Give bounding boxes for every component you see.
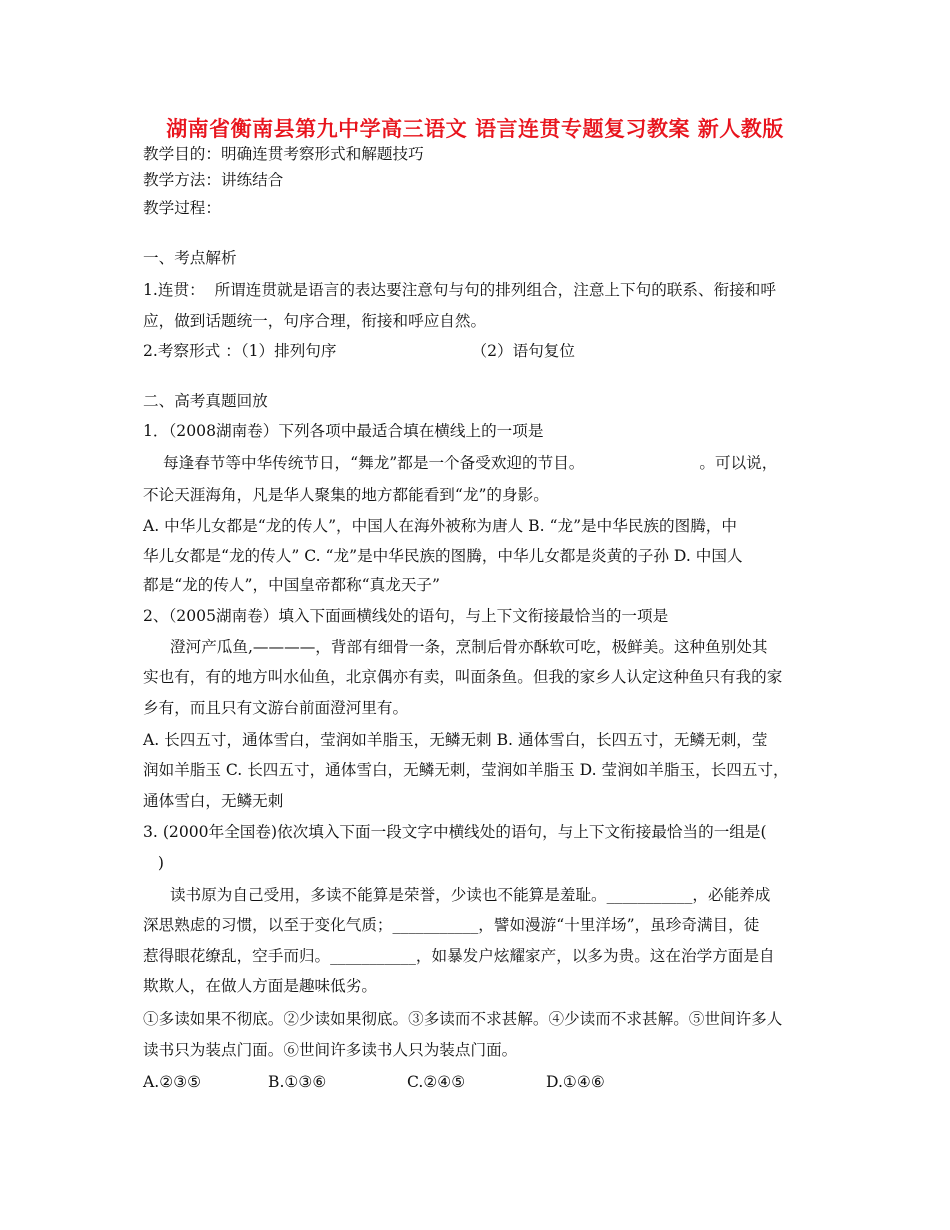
q2-stem: 2、（2005湖南卷）填入下面画横线处的语句，与上下文衔接最恰当的一项是 (143, 607, 669, 625)
section2-heading: 二、高考真题回放 (143, 392, 268, 410)
q3-option-d: D.①④⑥ (546, 1073, 605, 1091)
q3-stem-line1: 3. (2000年全国卷)依次填入下面一段文字中横线处的语句，与上下文衔接最恰当的一组是( (143, 823, 767, 841)
q2-options-line3: 通体雪白，无鳞无刺 (143, 792, 284, 810)
q2-text-line2: 实也有，有的地方叫水仙鱼，北京偶亦有卖，叫面条鱼。但我的家乡人认定这种鱼只有我的家 (143, 668, 783, 686)
teaching-process: 教学过程： (143, 199, 221, 217)
q1-options-line3: 都是“龙的传人”，中国皇帝都称“真龙天子” (143, 576, 440, 594)
section1-heading: 一、考点解析 (143, 249, 237, 267)
q3-items-line1: ①多读如果不彻底。②少读如果彻底。③多读而不求甚解。④少读而不求甚解。⑤世间许多人 (143, 1010, 783, 1028)
q2-text-line1: 澄河产瓜鱼,————，背部有细骨一条，烹制后骨亦酥软可吃，极鲜美。这种鱼别处其 (170, 638, 768, 656)
q3-options (143, 1072, 605, 1092)
q3-option-b: B.①③⑥ (268, 1073, 327, 1091)
teaching-goal: 教学目的：明确连贯考察形式和解题技巧 (143, 145, 424, 163)
q1-options-line2: 华儿女都是“龙的传人” C. “龙”是中华民族的图腾，中华儿女都是炎黄的子孙 D. 中国人 (143, 547, 743, 565)
q3-text-line3: 惹得眼花缭乱，空手而归。___________，如暴发户炫耀家产，以多为贵。这在治学方面是自 (143, 947, 775, 965)
q1-stem: 1．（2008湖南卷）下列各项中最适合填在横线上的一项是 (143, 422, 544, 440)
q3-items-line2: 读书只为装点门面。⑥世间许多读书人只为装点门面。 (143, 1041, 518, 1059)
q1-options-line1: A. 中华儿女都是“龙的传人”，中国人在海外被称为唐人 B. “龙”是中华民族的图腾，中 (143, 517, 737, 535)
q3-option-a: A.②③⑤ (143, 1073, 202, 1091)
teaching-method: 教学方法：讲练结合 (143, 171, 284, 189)
q2-text-line3: 乡有，而且只有文游台前面澄河里有。 (143, 699, 409, 717)
q1-text-line1: 每逢春节等中华传统节日，“舞龙”都是一个备受欢迎的节目。 。可以说， (163, 454, 778, 472)
section1-item2 (143, 341, 575, 361)
q3-option-c: C.②④⑤ (407, 1073, 466, 1091)
q3-stem-line2: ) (143, 854, 164, 872)
section1-item1-line1: 1.连贯： 所谓连贯就是语言的表达要注意句与句的排列组合，注意上下句的联系、衔接和呼 (143, 281, 776, 299)
section1-item1-line2: 应，做到话题统一，句序合理，衔接和呼应自然。 (143, 312, 487, 330)
q2-options-line1: A. 长四五寸，通体雪白，莹润如羊脂玉，无鳞无刺 B. 通体雪白，长四五寸，无鳞无刺，莹 (143, 731, 768, 749)
q1-text-line2: 不论天涯海角，凡是华人聚集的地方都能看到“龙”的身影。 (143, 486, 549, 504)
q3-text-line1: 读书原为自己受用，多读不能算是荣誉，少读也不能算是羞耻。___________，必能养成 (170, 886, 771, 904)
document-title: 湖南省衡南县第九中学高三语文 语言连贯专题复习教案 新人教版 (166, 117, 784, 141)
item2-form-a: 2.考察形式 ：（1）排列句序 (143, 342, 337, 360)
q3-text-line4: 欺欺人，在做人方面是趣味低劣。 (143, 977, 377, 995)
item2-form-b: （2）语句复位 (471, 342, 575, 360)
q3-text-line2: 深思熟虑的习惯，以至于变化气质；___________，譬如漫游“十里洋场”，虽珍奇满目，徒 (143, 916, 760, 934)
q2-options-line2: 润如羊脂玉 C. 长四五寸，通体雪白，无鳞无刺，莹润如羊脂玉 D. 莹润如羊脂玉，长四五寸， (143, 761, 789, 779)
